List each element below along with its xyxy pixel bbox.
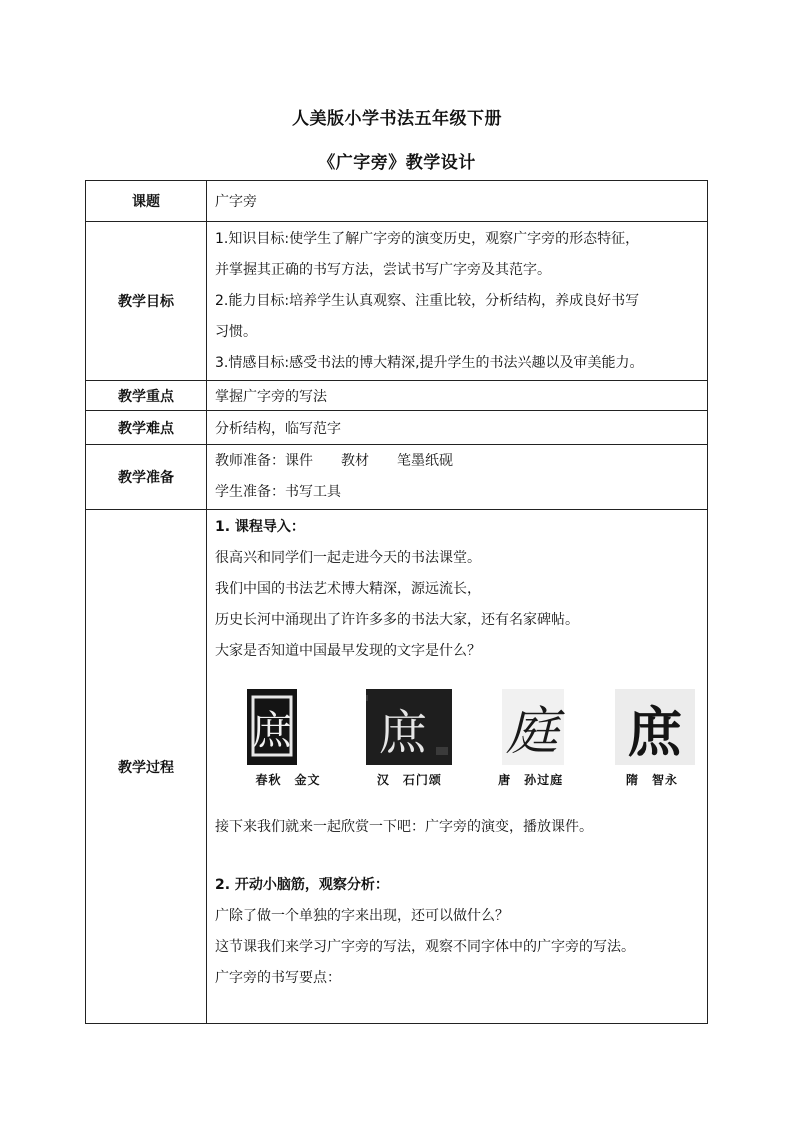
preparation-label: 教学准备 <box>86 445 207 510</box>
figure-zhiyong <box>609 687 695 788</box>
shimen-song-glyph-image <box>366 687 452 765</box>
figure-shimen-song <box>366 687 452 788</box>
key-points-label: 教学重点 <box>86 381 207 411</box>
goal-line: 并掌握其正确的书写方法，尝试书写广字旁及其范字。 <box>215 261 551 278</box>
key-points-value: 掌握广字旁的写法 <box>207 381 708 411</box>
section1-line: 大家是否知道中国最早发现的文字是什么？ <box>215 643 481 659</box>
row-key-points <box>86 381 708 411</box>
goal-line: 2.能力目标:培养学生认真观察、注重比较，分析结构，养成良好书写 <box>215 292 640 309</box>
section2-line: 广除了做一个单独的字来出现，还可以做什么？ <box>215 908 509 924</box>
goal-line: 3.情感目标:感受书法的博大精深,提升学生的书法兴趣以及审美能力。 <box>215 354 644 371</box>
goal-line: 1.知识目标:使学生了解广字旁的演变历史，观察广字旁的形态特征， <box>215 230 640 247</box>
process-content <box>207 510 708 1024</box>
section2-line: 这节课我们来学习广字旁的写法，观察不同字体中的广字旁的写法。 <box>215 939 635 955</box>
figure-sun-guoting <box>488 687 574 788</box>
row-preparation <box>86 445 708 510</box>
topic-label: 课题 <box>86 181 207 222</box>
row-goals <box>86 222 708 381</box>
topic-value: 广字旁 <box>207 181 708 222</box>
after-figures-line: 接下来我们就来一起欣赏一下吧：广字旁的演变，播放课件。 <box>215 819 593 835</box>
row-process <box>86 510 708 1024</box>
teacher-preparation: 教师准备：课件 教材 笔墨纸砚 <box>215 453 453 469</box>
preparation-content <box>207 445 708 510</box>
lesson-plan-table <box>85 180 708 1024</box>
svg-text:庭: 庭 <box>505 702 558 762</box>
document-subtitle: 《广字旁》教学设计 <box>318 153 476 173</box>
figure-caption: 汉 石门颂 <box>376 773 442 787</box>
document-title: 人美版小学书法五年级下册 <box>292 109 502 129</box>
process-label: 教学过程 <box>86 510 207 1024</box>
svg-text:庶: 庶 <box>379 705 428 761</box>
row-difficulties <box>86 411 708 445</box>
difficulties-value: 分析结构，临写范字 <box>207 411 708 445</box>
section1-title: 1. 课程导入： <box>215 519 305 535</box>
svg-text:庶: 庶 <box>627 700 682 764</box>
sun-guoting-glyph-image <box>488 687 574 765</box>
figure-bronze-script <box>245 687 331 788</box>
row-topic <box>86 181 708 222</box>
student-preparation: 学生准备：书写工具 <box>215 484 341 500</box>
goals-content <box>207 222 708 381</box>
figure-caption: 春秋 金文 <box>255 773 321 787</box>
goals-label: 教学目标 <box>86 222 207 381</box>
difficulties-label: 教学难点 <box>86 411 207 445</box>
calligraphy-gallery <box>245 687 695 788</box>
goal-line: 习惯。 <box>215 323 257 340</box>
figure-caption: 隋 智永 <box>625 773 678 787</box>
bronze-script-glyph-image <box>245 687 331 765</box>
section2-title: 2. 开动小脑筋，观察分析： <box>215 877 389 893</box>
svg-text:庶: 庶 <box>252 708 292 754</box>
section2-line: 广字旁的书写要点： <box>215 970 341 986</box>
zhiyong-glyph-image <box>609 687 695 765</box>
section1-line: 我们中国的书法艺术博大精深，源远流长， <box>215 581 481 597</box>
section1-line: 很高兴和同学们一起走进今天的书法课堂。 <box>215 550 481 566</box>
figure-caption: 唐 孙过庭 <box>498 773 564 787</box>
section1-line: 历史长河中涌现出了许许多多的书法大家，还有名家碑帖。 <box>215 612 579 628</box>
